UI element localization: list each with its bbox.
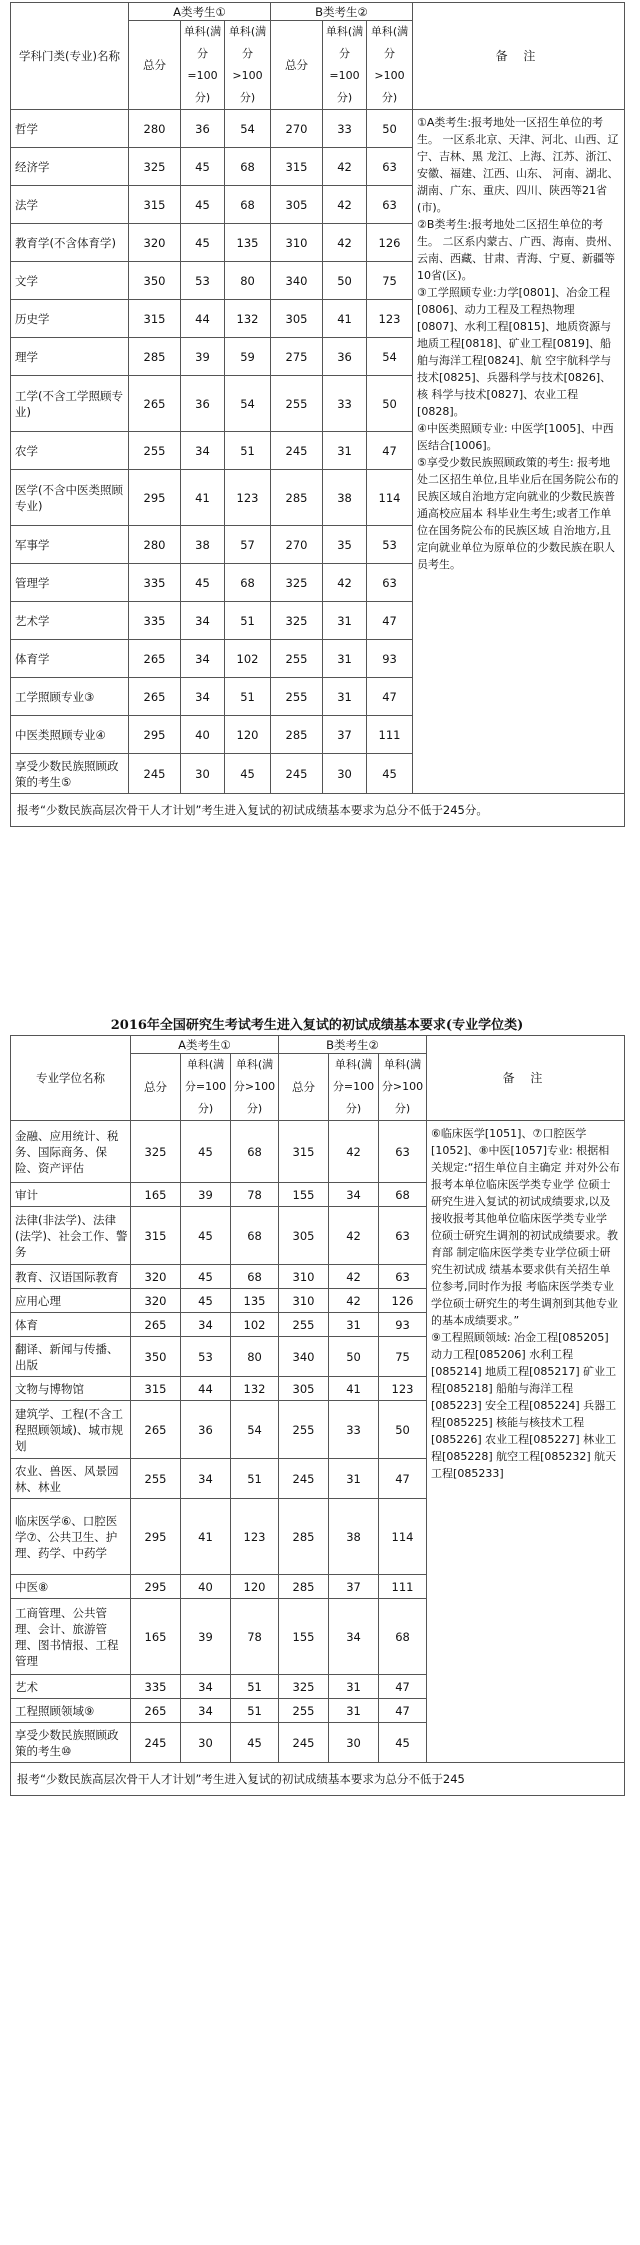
row-name: 艺术学 <box>11 602 129 640</box>
cell-b-s2: 47 <box>367 602 413 640</box>
cell-a-total: 285 <box>129 338 181 376</box>
cell-b-s2: 47 <box>379 1699 427 1723</box>
cell-a-s2: 78 <box>231 1599 279 1675</box>
cell-a-total: 255 <box>131 1459 181 1499</box>
cell-a-s1: 36 <box>181 1401 231 1459</box>
header-remarks: 备 注 <box>413 3 625 110</box>
cell-b-s2: 63 <box>367 148 413 186</box>
cell-a-s2: 51 <box>231 1675 279 1699</box>
cell-a-s1: 39 <box>181 1183 231 1207</box>
cell-b-s2: 114 <box>367 470 413 526</box>
row-name: 军事学 <box>11 526 129 564</box>
cell-a-s1: 45 <box>181 1289 231 1313</box>
cell-a-s1: 39 <box>181 1599 231 1675</box>
cell-b-total: 245 <box>279 1459 329 1499</box>
cell-a-s1: 38 <box>181 526 225 564</box>
row-name: 管理学 <box>11 564 129 602</box>
row-name: 建筑学、工程(不含工程照顾领域)、城市规划 <box>11 1401 131 1459</box>
cell-b-s2: 123 <box>379 1377 427 1401</box>
cell-a-total: 320 <box>131 1289 181 1313</box>
row-name: 体育学 <box>11 640 129 678</box>
cell-b-s1: 33 <box>329 1401 379 1459</box>
cell-a-total: 265 <box>131 1313 181 1337</box>
header-a-total: 总分 <box>131 1054 181 1121</box>
cell-a-s2: 120 <box>225 716 271 754</box>
cell-b-total: 155 <box>279 1183 329 1207</box>
cell-a-s1: 34 <box>181 1459 231 1499</box>
cell-b-total: 315 <box>271 148 323 186</box>
cell-a-s2: 59 <box>225 338 271 376</box>
cell-a-total: 265 <box>129 376 181 432</box>
cell-b-s1: 37 <box>323 716 367 754</box>
cell-b-s2: 50 <box>367 376 413 432</box>
row-name: 文物与博物馆 <box>11 1377 131 1401</box>
cell-a-s1: 34 <box>181 432 225 470</box>
cell-a-s2: 51 <box>225 678 271 716</box>
cell-a-s2: 68 <box>231 1265 279 1289</box>
cell-b-s2: 63 <box>379 1121 427 1183</box>
cell-a-s1: 40 <box>181 1575 231 1599</box>
cell-b-s1: 41 <box>323 300 367 338</box>
cell-a-total: 335 <box>131 1675 181 1699</box>
cell-a-total: 335 <box>129 602 181 640</box>
cell-a-total: 280 <box>129 526 181 564</box>
header-b-single-100: 单科(满分=100分) <box>323 21 367 110</box>
row-name: 体育 <box>11 1313 131 1337</box>
cell-b-s1: 42 <box>329 1207 379 1265</box>
cell-b-s2: 111 <box>367 716 413 754</box>
row-name: 教育、汉语国际教育 <box>11 1265 131 1289</box>
row-name: 中医⑧ <box>11 1575 131 1599</box>
cell-a-total: 350 <box>131 1337 181 1377</box>
remark-paragraph: ⑤享受少数民族照顾政策的考生: 报考地处二区招生单位,且毕业后在国务院公布的 民族区域自治地方定向就业的少数民族普通高校应届本 科毕业生考生;或者工作单位在国务院公布的民族区域 自治地方,且定向就业单位为原单位的少数民族在职人 员考生。 <box>417 456 619 571</box>
cell-a-s1: 41 <box>181 470 225 526</box>
header-b-total: 总分 <box>279 1054 329 1121</box>
cell-b-s2: 111 <box>379 1575 427 1599</box>
cell-a-total: 295 <box>131 1499 181 1575</box>
cell-a-s1: 45 <box>181 1265 231 1289</box>
row-name: 农业、兽医、风景园林、林业 <box>11 1459 131 1499</box>
remark-paragraph: ①A类考生:报考地处一区招生单位的考生。 一区系北京、天津、河北、山西、辽宁、吉林、黑 龙江、上海、江苏、浙江、安徽、福建、江西、山东、 河南、湖北、湖南、广东、重庆、四川、陕西等21省(市)。 <box>417 116 619 214</box>
cell-b-s1: 42 <box>323 148 367 186</box>
cell-b-total: 315 <box>279 1121 329 1183</box>
cell-a-total: 295 <box>129 716 181 754</box>
row-name: 金融、应用统计、税务、国际商务、保险、资产评估 <box>11 1121 131 1183</box>
cell-a-s2: 78 <box>231 1183 279 1207</box>
professional-degree-table <box>10 1035 625 1796</box>
cell-b-s2: 45 <box>379 1723 427 1763</box>
cell-b-s2: 53 <box>367 526 413 564</box>
cell-b-s2: 63 <box>367 186 413 224</box>
cell-b-s1: 42 <box>323 564 367 602</box>
row-name: 翻译、新闻与传播、出版 <box>11 1337 131 1377</box>
cell-a-s2: 51 <box>225 432 271 470</box>
cell-a-s2: 123 <box>231 1499 279 1575</box>
remarks-cell <box>427 1121 625 1763</box>
cell-b-s1: 42 <box>323 186 367 224</box>
cell-b-s2: 126 <box>379 1289 427 1313</box>
cell-b-s2: 93 <box>367 640 413 678</box>
cell-a-s1: 36 <box>181 376 225 432</box>
cell-b-s2: 54 <box>367 338 413 376</box>
cell-a-s1: 45 <box>181 186 225 224</box>
cell-b-s1: 35 <box>323 526 367 564</box>
header-b-single-gt100: 单科(满分>100分) <box>367 21 413 110</box>
row-name: 中医类照顾专业④ <box>11 716 129 754</box>
cell-a-s2: 45 <box>225 754 271 794</box>
cell-b-total: 310 <box>279 1265 329 1289</box>
cell-b-total: 245 <box>279 1723 329 1763</box>
row-name: 享受少数民族照顾政策的考生⑩ <box>11 1723 131 1763</box>
cell-b-s1: 34 <box>329 1599 379 1675</box>
remark-paragraph: ③工学照顾专业:力学[0801]、冶金工程[0806]、动力工程及工程热物理[0807]、水利工程[0815]、地质资源与地质工程[0818]、矿业工程[0819]、船舶与海洋工程[0824]、航 空宇航科学与技术[0825]、兵器科学与技术[0826]、核 科学与技术[0827]、农业工程[0828]。 <box>417 286 612 418</box>
cell-b-s1: 31 <box>323 678 367 716</box>
cell-b-total: 305 <box>279 1377 329 1401</box>
cell-b-s2: 50 <box>367 110 413 148</box>
cell-b-s1: 33 <box>323 376 367 432</box>
cell-a-s2: 68 <box>225 148 271 186</box>
cell-b-total: 285 <box>271 716 323 754</box>
row-name: 医学(不含中医类照顾专业) <box>11 470 129 526</box>
cell-a-s2: 135 <box>231 1289 279 1313</box>
cell-a-s2: 80 <box>225 262 271 300</box>
header-remarks: 备 注 <box>427 1036 625 1121</box>
cell-b-total: 325 <box>279 1675 329 1699</box>
cell-b-s2: 63 <box>379 1207 427 1265</box>
cell-a-total: 350 <box>129 262 181 300</box>
footnote-text: 报考“少数民族高层次骨干人才计划”考生进入复试的初试成绩基本要求为总分不低于245 <box>11 1763 625 1796</box>
cell-a-s1: 41 <box>181 1499 231 1575</box>
cell-a-s2: 132 <box>225 300 271 338</box>
header-a-single-100: 单科(满分=100分) <box>181 21 225 110</box>
row-name: 经济学 <box>11 148 129 186</box>
cell-a-total: 315 <box>131 1207 181 1265</box>
cell-a-total: 265 <box>129 640 181 678</box>
cell-b-total: 270 <box>271 110 323 148</box>
cell-b-s2: 75 <box>367 262 413 300</box>
cell-b-s1: 42 <box>329 1289 379 1313</box>
row-name: 理学 <box>11 338 129 376</box>
header-a-single-100: 单科(满分=100分) <box>181 1054 231 1121</box>
cell-b-s2: 63 <box>379 1265 427 1289</box>
cell-b-s1: 31 <box>329 1459 379 1499</box>
cell-b-total: 305 <box>271 186 323 224</box>
cell-b-total: 305 <box>279 1207 329 1265</box>
cell-b-s2: 68 <box>379 1183 427 1207</box>
cell-a-s2: 54 <box>225 376 271 432</box>
cell-b-total: 325 <box>271 564 323 602</box>
cell-b-total: 255 <box>271 678 323 716</box>
cell-b-s1: 36 <box>323 338 367 376</box>
cell-a-total: 255 <box>129 432 181 470</box>
cell-a-s2: 102 <box>231 1313 279 1337</box>
cell-a-s1: 34 <box>181 1699 231 1723</box>
cell-b-s1: 30 <box>329 1723 379 1763</box>
header-discipline: 学科门类(专业)名称 <box>11 3 129 110</box>
cell-a-s2: 123 <box>225 470 271 526</box>
cell-a-total: 315 <box>129 186 181 224</box>
row-name: 法律(非法学)、法律(法学)、社会工作、警务 <box>11 1207 131 1265</box>
cell-a-s1: 34 <box>181 602 225 640</box>
header-group-a: A类考生① <box>129 3 271 21</box>
table1-sheet <box>10 2 624 827</box>
row-name: 工学照顾专业③ <box>11 678 129 716</box>
header-b-single-gt100: 单科(满分>100分) <box>379 1054 427 1121</box>
header-degree: 专业学位名称 <box>11 1036 131 1121</box>
cell-b-total: 270 <box>271 526 323 564</box>
row-name: 哲学 <box>11 110 129 148</box>
cell-a-s1: 44 <box>181 1377 231 1401</box>
cell-b-s1: 34 <box>329 1183 379 1207</box>
cell-b-total: 285 <box>279 1499 329 1575</box>
cell-a-s2: 102 <box>225 640 271 678</box>
cell-b-s1: 30 <box>323 754 367 794</box>
cell-b-s1: 31 <box>323 602 367 640</box>
cell-b-s1: 38 <box>323 470 367 526</box>
remarks-cell <box>413 110 625 794</box>
cell-a-s1: 34 <box>181 1313 231 1337</box>
cell-b-s1: 42 <box>329 1265 379 1289</box>
cell-b-total: 245 <box>271 754 323 794</box>
cell-a-s2: 54 <box>231 1401 279 1459</box>
footnote-text: 报考“少数民族高层次骨干人才计划”考生进入复试的初试成绩基本要求为总分不低于245分。 <box>11 794 625 827</box>
cell-a-s1: 45 <box>181 1207 231 1265</box>
cell-b-total: 340 <box>279 1337 329 1377</box>
header-a-single-gt100: 单科(满分>100分) <box>231 1054 279 1121</box>
cell-b-s2: 75 <box>379 1337 427 1377</box>
cell-b-s2: 47 <box>379 1459 427 1499</box>
table2-title: 2016年全国研究生考试考生进入复试的初试成绩基本要求(专业学位类) <box>110 1018 524 1033</box>
row-name: 历史学 <box>11 300 129 338</box>
cell-a-s1: 40 <box>181 716 225 754</box>
cell-b-s2: 123 <box>367 300 413 338</box>
cell-b-total: 245 <box>271 432 323 470</box>
cell-a-total: 265 <box>131 1401 181 1459</box>
header-a-total: 总分 <box>129 21 181 110</box>
row-name: 教育学(不含体育学) <box>11 224 129 262</box>
cell-a-total: 325 <box>129 148 181 186</box>
cell-a-s2: 51 <box>225 602 271 640</box>
cell-b-s1: 31 <box>329 1313 379 1337</box>
cell-a-total: 325 <box>131 1121 181 1183</box>
cell-a-total: 245 <box>131 1723 181 1763</box>
cell-a-s1: 34 <box>181 640 225 678</box>
row-name: 审计 <box>11 1183 131 1207</box>
cell-a-total: 265 <box>129 678 181 716</box>
table2-sheet <box>10 1035 624 1796</box>
cell-b-s1: 31 <box>329 1675 379 1699</box>
cell-b-total: 255 <box>271 640 323 678</box>
cell-b-total: 275 <box>271 338 323 376</box>
cell-b-total: 310 <box>279 1289 329 1313</box>
cell-b-s2: 47 <box>367 432 413 470</box>
cell-a-total: 165 <box>131 1183 181 1207</box>
row-name: 临床医学⑥、口腔医学⑦、公共卫生、护理、药学、中药学 <box>11 1499 131 1575</box>
cell-a-s1: 34 <box>181 1675 231 1699</box>
row-name: 文学 <box>11 262 129 300</box>
header-b-single-100: 单科(满分=100分) <box>329 1054 379 1121</box>
remark-paragraph: ④中医类照顾专业: 中医学[1005]、中西医结合[1006]。 <box>417 422 614 452</box>
row-name: 法学 <box>11 186 129 224</box>
cell-b-total: 285 <box>271 470 323 526</box>
cell-a-s2: 57 <box>225 526 271 564</box>
cell-a-total: 165 <box>131 1599 181 1675</box>
cell-a-total: 280 <box>129 110 181 148</box>
cell-a-total: 265 <box>131 1699 181 1723</box>
cell-a-total: 315 <box>131 1377 181 1401</box>
cell-b-s2: 114 <box>379 1499 427 1575</box>
cell-a-total: 295 <box>131 1575 181 1599</box>
cell-b-s2: 47 <box>367 678 413 716</box>
remark-paragraph: ②B类考生:报考地处二区招生单位的考生。 二区系内蒙古、广西、海南、贵州、云南、西藏、甘肃、青海、宁夏、新疆等10省(区)。 <box>417 218 619 282</box>
cell-b-s2: 68 <box>379 1599 427 1675</box>
cell-b-total: 255 <box>279 1401 329 1459</box>
cell-b-total: 285 <box>279 1575 329 1599</box>
cell-b-s1: 50 <box>323 262 367 300</box>
cell-a-s2: 68 <box>231 1121 279 1183</box>
row-name: 应用心理 <box>11 1289 131 1313</box>
cell-b-s1: 33 <box>323 110 367 148</box>
cell-a-s1: 45 <box>181 148 225 186</box>
cell-b-total: 255 <box>279 1699 329 1723</box>
cell-a-s1: 30 <box>181 754 225 794</box>
cell-a-s1: 44 <box>181 300 225 338</box>
cell-b-total: 255 <box>271 376 323 432</box>
cell-a-s1: 36 <box>181 110 225 148</box>
row-name: 工商管理、公共管理、会计、旅游管理、图书情报、工程管理 <box>11 1599 131 1675</box>
cell-b-s2: 47 <box>379 1675 427 1699</box>
table-row <box>11 110 625 148</box>
cell-b-s1: 41 <box>329 1377 379 1401</box>
cell-b-s1: 42 <box>323 224 367 262</box>
cell-a-total: 245 <box>129 754 181 794</box>
cell-a-s2: 80 <box>231 1337 279 1377</box>
row-name: 艺术 <box>11 1675 131 1699</box>
cell-b-total: 155 <box>279 1599 329 1675</box>
cell-a-total: 320 <box>131 1265 181 1289</box>
header-a-single-gt100: 单科(满分>100分) <box>225 21 271 110</box>
cell-a-s1: 34 <box>181 678 225 716</box>
cell-a-s2: 68 <box>225 186 271 224</box>
cell-b-s1: 37 <box>329 1575 379 1599</box>
header-b-total: 总分 <box>271 21 323 110</box>
cell-b-s1: 50 <box>329 1337 379 1377</box>
header-group-b: B类考生② <box>271 3 413 21</box>
cell-a-s1: 30 <box>181 1723 231 1763</box>
cell-a-s1: 53 <box>181 262 225 300</box>
cell-b-s2: 126 <box>367 224 413 262</box>
cell-a-s2: 45 <box>231 1723 279 1763</box>
cell-b-total: 305 <box>271 300 323 338</box>
cell-a-s1: 39 <box>181 338 225 376</box>
cell-a-s2: 51 <box>231 1699 279 1723</box>
cell-b-s2: 63 <box>367 564 413 602</box>
footnote-row <box>11 1763 625 1796</box>
cell-a-s1: 45 <box>181 1121 231 1183</box>
cell-a-s2: 132 <box>231 1377 279 1401</box>
cell-b-total: 325 <box>271 602 323 640</box>
header-group-a: A类考生① <box>131 1036 279 1054</box>
cell-b-s1: 42 <box>329 1121 379 1183</box>
cell-b-s2: 45 <box>367 754 413 794</box>
remark-paragraph: ⑥临床医学[1051]、⑦口腔医学[1052]、⑧中医[1057]专业: 根据相关规定:“招生单位自主确定 并对外公布报考本单位临床医学类专业学 位硕士研究生进入复试的初试成绩要求,以及接收报考其他单位临床医学类专业学 位硕士研究生调剂的初试成绩要求。教育部 制定临床医学类专业学位硕士研究生初试成 绩基本要求供有关招生单位参考,同时作为报 考临床医学类专业学位硕士研究生的考生调剂到其他专业的基本成绩要求。” <box>431 1127 620 1327</box>
row-name: 工学(不含工学照顾专业) <box>11 376 129 432</box>
cell-a-s1: 45 <box>181 564 225 602</box>
row-name: 工程照顾领域⑨ <box>11 1699 131 1723</box>
remark-paragraph: ⑨工程照顾领域: 冶金工程[085205] 动力工程[085206] 水利工程[085214] 地质工程[085217] 矿业工程[085218] 船舶与海洋工程[085223] 安全工程[085224] 兵器工程[085225] 核能与核技术工程[085226] 农业工程[085227] 林业工程[085228] 航空工程[085232] 航天工程[085233] <box>431 1331 617 1480</box>
cell-a-s2: 135 <box>225 224 271 262</box>
cell-a-total: 315 <box>129 300 181 338</box>
cell-b-s1: 31 <box>323 640 367 678</box>
cell-b-total: 340 <box>271 262 323 300</box>
header-group-b: B类考生② <box>279 1036 427 1054</box>
cell-a-s2: 54 <box>225 110 271 148</box>
cell-a-total: 295 <box>129 470 181 526</box>
row-name: 农学 <box>11 432 129 470</box>
cell-a-s2: 51 <box>231 1459 279 1499</box>
cell-b-s2: 50 <box>379 1401 427 1459</box>
cell-a-s2: 68 <box>231 1207 279 1265</box>
row-name: 享受少数民族照顾政策的考生⑤ <box>11 754 129 794</box>
cell-a-total: 335 <box>129 564 181 602</box>
cell-a-s2: 68 <box>225 564 271 602</box>
cell-a-s1: 45 <box>181 224 225 262</box>
cell-b-total: 310 <box>271 224 323 262</box>
cell-b-total: 255 <box>279 1313 329 1337</box>
academic-degree-table <box>10 2 625 827</box>
cell-a-s2: 120 <box>231 1575 279 1599</box>
cell-b-s2: 93 <box>379 1313 427 1337</box>
footnote-row <box>11 794 625 827</box>
cell-a-s1: 53 <box>181 1337 231 1377</box>
cell-b-s1: 31 <box>323 432 367 470</box>
cell-a-total: 320 <box>129 224 181 262</box>
table-row <box>11 1121 625 1183</box>
cell-b-s1: 31 <box>329 1699 379 1723</box>
cell-b-s1: 38 <box>329 1499 379 1575</box>
